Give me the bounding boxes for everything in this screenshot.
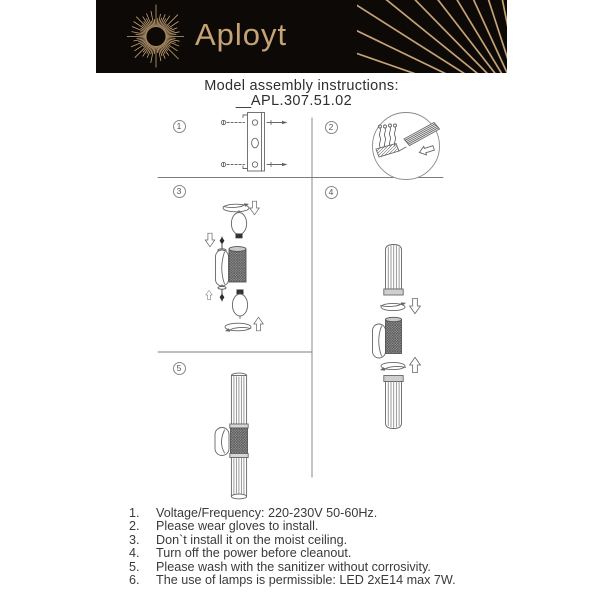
instruction-item	[129, 520, 501, 533]
panel-number-4: 4	[325, 186, 338, 199]
instruction-item	[129, 561, 501, 574]
panel-2-wiring-detail-drawing	[373, 113, 440, 180]
instruction-number: 1.	[129, 506, 140, 520]
instruction-text: Turn off the power before cleanout.	[156, 546, 352, 561]
page-title: Model assembly instructions:	[204, 78, 399, 94]
instruction-text: Please wear gloves to install.	[156, 519, 319, 534]
panel-5-assembled-drawing	[215, 373, 248, 499]
instruction-number: 5.	[129, 559, 140, 574]
instructions-list	[129, 507, 501, 587]
panel-3-exploded-drawing	[205, 201, 263, 331]
panel-number-1: 1	[173, 120, 186, 133]
instruction-item	[129, 574, 501, 587]
instruction-number: 4.	[129, 546, 140, 561]
panel-number-2: 2	[325, 121, 338, 134]
panel-number-3: 3	[173, 185, 186, 198]
instruction-text: Don`t install it on the moist ceiling.	[156, 532, 348, 547]
instruction-text: The use of lamps is permissible: LED 2xE14 max 7W.	[156, 573, 456, 588]
instruction-text: Please wash with the sanitizer without corrosivity.	[156, 559, 431, 574]
instruction-text: Voltage/Frequency: 220-230V 50-60Hz.	[156, 506, 378, 520]
panel-4-exploded-drawing	[373, 245, 421, 429]
model-number: APL.307.51.02	[250, 93, 353, 109]
instruction-number: 6.	[129, 573, 140, 588]
instruction-item	[129, 507, 501, 520]
brand-name: Aployt	[195, 17, 288, 52]
instruction-item	[129, 547, 501, 560]
panel-1-bracket-drawing	[221, 113, 287, 172]
instruction-number: 2.	[129, 519, 140, 534]
panel-number-5: 5	[173, 362, 186, 375]
instruction-item	[129, 534, 501, 547]
instruction-number: 3.	[129, 532, 140, 547]
